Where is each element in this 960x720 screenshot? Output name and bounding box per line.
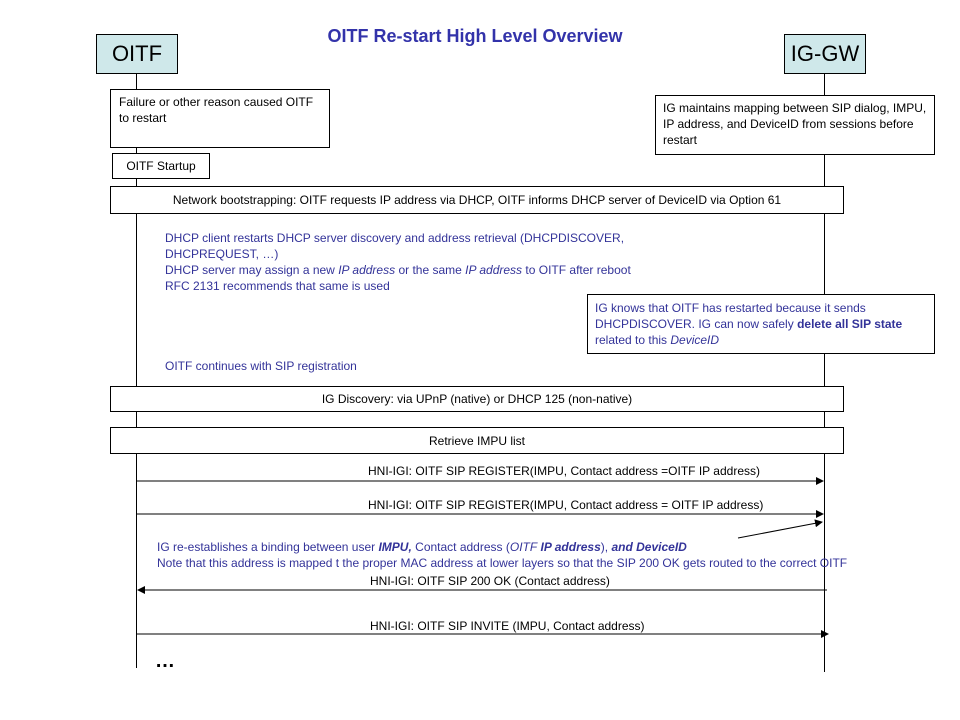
startup-box: OITF Startup <box>112 153 210 179</box>
ig-discovery-box: IG Discovery: via UPnP (native) or DHCP 125 (non-native) <box>110 386 844 412</box>
dhcp-line-3: DHCP server may assign a new IP address or the same IP address to OITF after reboot <box>165 263 631 277</box>
binding-line-1: IG re-establishes a binding between user IMPU, Contact address (OITF IP address), and DeviceID <box>157 540 687 554</box>
ig-knows-box: IG knows that OITF has restarted because it sends DHCPDISCOVER. IG can now safely delete all SIP state related to this DeviceID <box>587 294 935 354</box>
dhcp-line-4: RFC 2131 recommends that same is used <box>165 279 390 293</box>
register-1-label: HNI-IGI: OITF SIP REGISTER(IMPU, Contact address =OITF IP address) <box>368 464 760 478</box>
dhcp-line-2: DHCPREQUEST, …) <box>165 247 279 261</box>
continues-note: OITF continues with SIP registration <box>165 359 357 373</box>
register-2-label: HNI-IGI: OITF SIP REGISTER(IMPU, Contact address = OITF IP address) <box>368 498 764 512</box>
binding-line-2: Note that this address is mapped t the proper MAC address at lower layers so that the SIP 200 OK gets routed to the correct OITF <box>157 556 848 570</box>
binding-pointer-arrow <box>738 522 822 538</box>
failure-text: Failure or other reason caused OITF to restart <box>119 95 314 125</box>
ig-gw-actor: IG-GW <box>784 34 866 74</box>
oitf-actor: OITF <box>96 34 178 74</box>
ok-200-label: HNI-IGI: OITF SIP 200 OK (Contact address) <box>370 574 610 588</box>
retrieve-impu-box: Retrieve IMPU list <box>110 427 844 454</box>
invite-label: HNI-IGI: OITF SIP INVITE (IMPU, Contact address) <box>370 619 645 633</box>
bootstrapping-box: Network bootstrapping: OITF requests IP address via DHCP, OITF informs DHCP server of DeviceID via Option 61 <box>110 186 844 214</box>
diagram-title: OITF Re-start High Level Overview <box>327 26 623 46</box>
ig-mapping-text: IG maintains mapping between SIP dialog, IMPU, IP address, and DeviceID from sessions before restart <box>663 101 927 147</box>
ellipsis: … <box>155 650 175 672</box>
dhcp-line-1: DHCP client restarts DHCP server discovery and address retrieval (DHCPDISCOVER, <box>165 231 625 245</box>
